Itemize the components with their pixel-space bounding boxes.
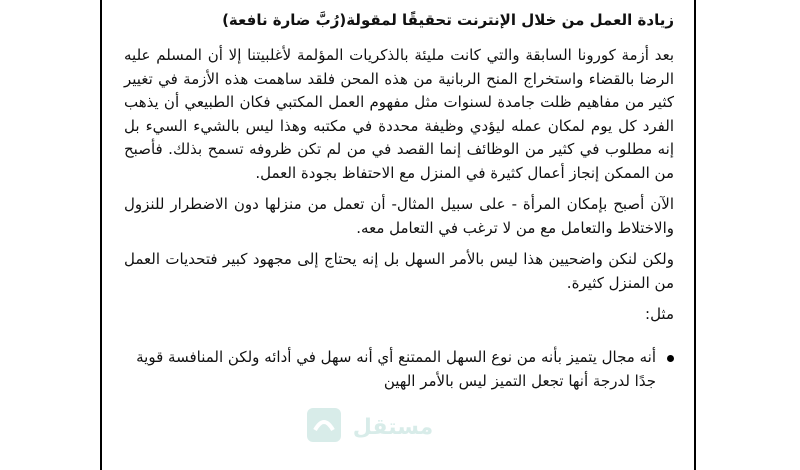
bullet-dot-icon xyxy=(667,355,674,362)
bullet-text: أنه مجال يتميز بأنه من نوع السهل الممتنع أي أنه سهل في أدائه ولكن المنافسة قوية جدًا لدرجة أنها تجعل التميز ليس بالأمر الهين xyxy=(136,348,656,390)
document-content xyxy=(102,0,694,393)
example-label: مثل: xyxy=(645,305,674,323)
bullet-item xyxy=(124,346,674,393)
document-page xyxy=(100,0,696,470)
watermark-text: مستقل xyxy=(352,415,434,440)
paragraph-3: ولكن لنكن واضحيين هذا ليس بالأمر السهل بل إنه يحتاج إلى مجهود كبير فتحديات العمل من المنزل كثيرة. xyxy=(124,250,674,292)
paragraph-2: الآن أصبح بإمكان المرأة - على سبيل المثال- أن تعمل من منزلها دون الاضطرار للنزول والاختلاط والتعامل مع من لا ترغب في التعامل معه. xyxy=(124,195,674,237)
bullet-list xyxy=(124,346,674,393)
document-title: زيادة العمل من خلال الإنترنت تحقيقًا لمقولة(رُبَّ ضارة نافعة) xyxy=(222,11,674,29)
paragraph-1: بعد أزمة كورونا السابقة والتي كانت مليئة بالذكريات المؤلمة لأغلبيتنا إلا أن المسلم عليه الرضا بالقضاء واستخراج المنح الربانية من هذه المحن فلقد ساهمت هذه الأزمة في تغيير كثير من مفاهيم ظلت جامدة لسنوات مثل مفهوم العمل المكتبي فكان الطبيعي أن يذهب الفرد كل يوم لمكان عمله ليؤدي وظيفة محددة في مكتبه وهذا ليس بالشيء السيء بل إنه مطلوب في كثير من الوظائف إنما القصد في من لم تكن ظروفه تسمح بذلك. فأصبح من الممكن إنجاز أعمال كثيرة في المنزل مع الاحتفاظ بجودة العمل. xyxy=(124,46,674,182)
